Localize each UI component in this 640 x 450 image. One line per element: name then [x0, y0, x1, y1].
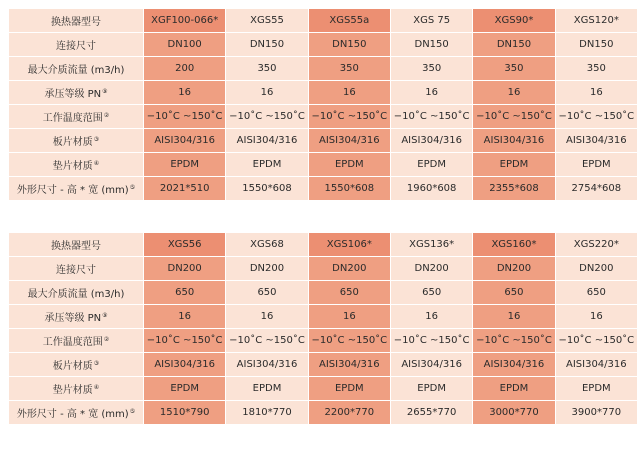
table-cell: 2754*608: [556, 177, 637, 200]
table-cell: EPDM: [556, 377, 637, 400]
table-cell: XGS106*: [309, 233, 390, 256]
table-cell: XGS 75: [391, 9, 472, 32]
table-cell: 1960*608: [391, 177, 472, 200]
table-cell: DN100: [144, 33, 225, 56]
table-cell: XGS55a: [309, 9, 390, 32]
table-cell: 16: [391, 81, 472, 104]
table-cell: 650: [309, 281, 390, 304]
table-cell: 350: [309, 57, 390, 80]
pressure-row: [9, 81, 637, 104]
row-label-text: 最大介质流量 (m3/h): [27, 65, 125, 76]
table-cell: −10˚C ~150˚C: [556, 105, 637, 128]
footnote-marker: ③: [93, 135, 100, 143]
dimensions-row: [9, 177, 637, 200]
pressure-row: [9, 305, 637, 328]
table-cell: 16: [473, 81, 554, 104]
footnote-marker: ③: [93, 359, 100, 367]
table-cell: 650: [556, 281, 637, 304]
row-label: [9, 57, 143, 80]
row-label-text: 外形尺寸 - 高 * 宽 (mm): [16, 409, 129, 420]
row-label-text: 板片材质: [52, 137, 93, 148]
table-cell: 16: [309, 305, 390, 328]
table-cell: AISI304/316: [556, 353, 637, 376]
row-label: [9, 153, 143, 176]
row-label: [9, 81, 143, 104]
table-cell: DN200: [473, 257, 554, 280]
row-label-text: 承压等级 PN: [44, 313, 102, 324]
footnote-marker: ⑤: [129, 183, 136, 191]
table-cell: EPDM: [144, 153, 225, 176]
table-cell: 2021*510: [144, 177, 225, 200]
max-flow-row: [9, 57, 637, 80]
table-cell: 350: [473, 57, 554, 80]
model-row: [9, 9, 637, 32]
row-label-text: 换热器型号: [51, 241, 101, 252]
table-cell: XGS136*: [391, 233, 472, 256]
table-cell: DN150: [473, 33, 554, 56]
table-cell: AISI304/316: [144, 353, 225, 376]
table-cell: DN200: [144, 257, 225, 280]
row-label: [9, 401, 143, 424]
row-label-text: 最大介质流量 (m3/h): [27, 289, 125, 300]
table-cell: XGS160*: [473, 233, 554, 256]
table-cell: −10˚C ~150˚C: [309, 329, 390, 352]
table-cell: 16: [144, 305, 225, 328]
table-cell: AISI304/316: [473, 353, 554, 376]
spec-table-1: [8, 8, 638, 201]
table-cell: XGS68: [226, 233, 307, 256]
spec-table-2: [8, 232, 638, 425]
table-cell: AISI304/316: [144, 129, 225, 152]
row-label: [9, 329, 143, 352]
table-cell: EPDM: [226, 153, 307, 176]
table-cell: −10˚C ~150˚C: [473, 329, 554, 352]
table-cell: −10˚C ~150˚C: [144, 329, 225, 352]
row-label-text: 垫片材质: [52, 385, 93, 396]
table-cell: 16: [556, 305, 637, 328]
table-cell: −10˚C ~150˚C: [391, 329, 472, 352]
table-cell: DN150: [391, 33, 472, 56]
table-cell: 650: [226, 281, 307, 304]
table-cell: XGS90*: [473, 9, 554, 32]
table-cell: −10˚C ~150˚C: [226, 329, 307, 352]
table-cell: 16: [309, 81, 390, 104]
table-cell: XGS220*: [556, 233, 637, 256]
connection-row: [9, 33, 637, 56]
footnote-marker: ④: [93, 159, 100, 167]
max-flow-row: [9, 281, 637, 304]
table-cell: DN150: [309, 33, 390, 56]
table-cell: −10˚C ~150˚C: [144, 105, 225, 128]
plate-material-row: [9, 129, 637, 152]
gasket-material-row: [9, 153, 637, 176]
row-label: [9, 233, 143, 256]
table-cell: 16: [226, 81, 307, 104]
row-label: [9, 353, 143, 376]
table-cell: 350: [226, 57, 307, 80]
row-label: [9, 377, 143, 400]
table-cell: 650: [144, 281, 225, 304]
table-cell: −10˚C ~150˚C: [391, 105, 472, 128]
footnote-marker: ⑨: [102, 87, 108, 95]
table-cell: EPDM: [391, 153, 472, 176]
table-cell: 1810*770: [226, 401, 307, 424]
table-cell: AISI304/316: [391, 353, 472, 376]
table-cell: AISI304/316: [473, 129, 554, 152]
table-cell: 3900*770: [556, 401, 637, 424]
table-cell: EPDM: [144, 377, 225, 400]
table-cell: 3000*770: [473, 401, 554, 424]
temperature-row: [9, 329, 637, 352]
row-label: [9, 105, 143, 128]
footnote-marker: ⑨: [102, 311, 108, 319]
table-cell: AISI304/316: [391, 129, 472, 152]
row-label: [9, 9, 143, 32]
table-cell: XGS55: [226, 9, 307, 32]
table-cell: −10˚C ~150˚C: [556, 329, 637, 352]
table-cell: EPDM: [473, 153, 554, 176]
row-label-text: 外形尺寸 - 高 * 宽 (mm): [16, 185, 129, 196]
table-cell: 1550*608: [309, 177, 390, 200]
row-label: [9, 129, 143, 152]
table-cell: −10˚C ~150˚C: [309, 105, 390, 128]
connection-row: [9, 257, 637, 280]
row-label-text: 连接尺寸: [56, 265, 96, 276]
table-cell: DN150: [556, 33, 637, 56]
table-cell: 650: [473, 281, 554, 304]
table-cell: DN200: [391, 257, 472, 280]
table-cell: AISI304/316: [556, 129, 637, 152]
table-cell: 2355*608: [473, 177, 554, 200]
table-cell: 16: [473, 305, 554, 328]
row-label-text: 工作温度范围: [42, 337, 103, 348]
table-cell: 200: [144, 57, 225, 80]
table-cell: XGS56: [144, 233, 225, 256]
table-cell: 16: [226, 305, 307, 328]
table-cell: AISI304/316: [226, 353, 307, 376]
table-cell: XGF100-066*: [144, 9, 225, 32]
table-cell: 1550*608: [226, 177, 307, 200]
footnote-marker: ④: [93, 383, 100, 391]
footnote-marker: ⑤: [129, 407, 136, 415]
table-cell: 16: [556, 81, 637, 104]
table-cell: DN150: [226, 33, 307, 56]
footnote-marker: ②: [103, 111, 110, 119]
table-cell: EPDM: [226, 377, 307, 400]
row-label-text: 工作温度范围: [42, 113, 103, 124]
table-cell: 1510*790: [144, 401, 225, 424]
table-cell: AISI304/316: [226, 129, 307, 152]
table-cell: 350: [391, 57, 472, 80]
row-label: [9, 257, 143, 280]
table-cell: AISI304/316: [309, 353, 390, 376]
temperature-row: [9, 105, 637, 128]
row-label: [9, 281, 143, 304]
footnote-marker: ②: [103, 335, 110, 343]
table-cell: EPDM: [391, 377, 472, 400]
table-cell: 16: [144, 81, 225, 104]
table-cell: −10˚C ~150˚C: [473, 105, 554, 128]
row-label-text: 板片材质: [52, 361, 93, 372]
table-cell: EPDM: [309, 153, 390, 176]
table-cell: EPDM: [309, 377, 390, 400]
table-cell: 2655*770: [391, 401, 472, 424]
table-cell: DN200: [556, 257, 637, 280]
row-label: [9, 33, 143, 56]
row-label-text: 连接尺寸: [56, 41, 96, 52]
row-label-text: 垫片材质: [52, 161, 93, 172]
table-cell: DN200: [309, 257, 390, 280]
table-cell: EPDM: [556, 153, 637, 176]
table-cell: 350: [556, 57, 637, 80]
table-cell: XGS120*: [556, 9, 637, 32]
plate-material-row: [9, 353, 637, 376]
model-row: [9, 233, 637, 256]
gasket-material-row: [9, 377, 637, 400]
table-cell: AISI304/316: [309, 129, 390, 152]
row-label-text: 承压等级 PN: [44, 89, 102, 100]
row-label: [9, 177, 143, 200]
table-cell: EPDM: [473, 377, 554, 400]
row-label: [9, 305, 143, 328]
dimensions-row: [9, 401, 637, 424]
table-cell: 650: [391, 281, 472, 304]
table-cell: 16: [391, 305, 472, 328]
row-label-text: 换热器型号: [51, 17, 101, 28]
table-cell: DN200: [226, 257, 307, 280]
table-cell: 2200*770: [309, 401, 390, 424]
table-cell: −10˚C ~150˚C: [226, 105, 307, 128]
